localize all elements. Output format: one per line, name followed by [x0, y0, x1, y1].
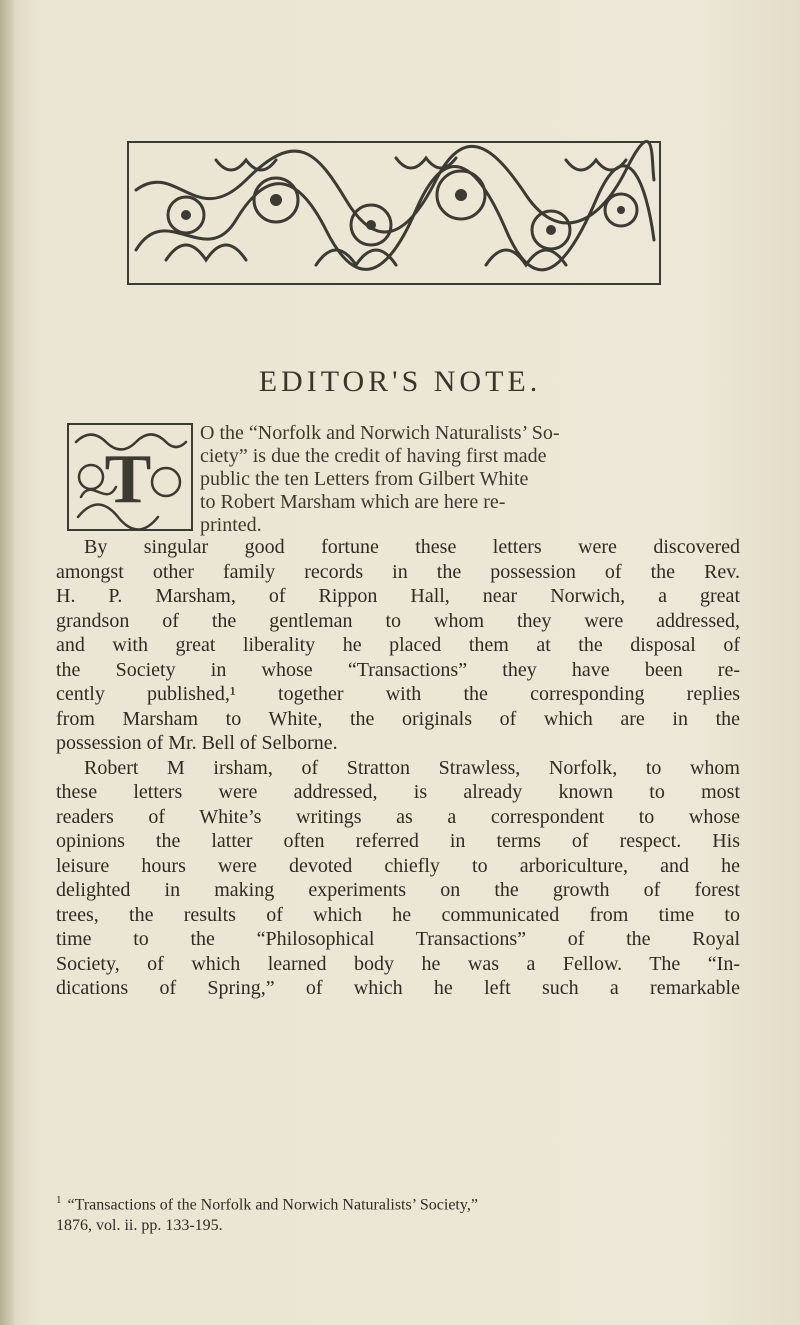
floral-scroll-headpiece-icon [126, 140, 662, 286]
body-text [56, 535, 740, 1001]
page-binding-edge [0, 0, 14, 1325]
footnote [56, 1190, 740, 1236]
text-line: readers of White’s writings as a correspondent to whose [56, 805, 740, 828]
footnote-mark: 1 [56, 1194, 62, 1206]
text-line: H. P. Marsham, of Rippon Hall, near Norwich, a great [56, 585, 740, 607]
text-line: grandson of the gentleman to whom they were addressed, [56, 609, 740, 632]
footnote-line: 1876, vol. ii. pp. 133-195. [56, 1217, 223, 1235]
text-line: and with great liberality he placed them at the disposal of [56, 634, 740, 656]
text-line: ciety” is due the credit of having first made [200, 445, 547, 467]
text-line: leisure hours were devoted chiefly to arboriculture, and he [56, 854, 740, 877]
opening-paragraph [200, 422, 740, 537]
text-line: time to the “Philosophical Transactions” of the Royal [56, 928, 740, 950]
text-line: amongst other family records in the possession of the Rev. [56, 560, 740, 583]
text-line: printed. [200, 514, 262, 536]
text-line: delighted in making experiments on the growth of forest [56, 879, 740, 901]
svg-text:T: T [104, 441, 152, 518]
text-line: public the ten Letters from Gilbert White [200, 468, 529, 490]
text-line: opinions the latter often referred in terms of respect. His [56, 830, 740, 852]
text-line: Society, of which learned body he was a Fellow. The “In- [56, 952, 740, 975]
text-line: from Marsham to White, the originals of which are in the [56, 707, 740, 730]
text-line: trees, the results of which he communicated from time to [56, 903, 740, 926]
text-line: dications of Spring,” of which he left such a remarkable [56, 977, 740, 999]
text-line: Robert M irsham, of Stratton Strawless, Norfolk, to whom [84, 756, 740, 779]
text-line: these letters were addressed, is already known to most [56, 781, 740, 803]
footnote-line [56, 1190, 740, 1215]
text-line: cently published,¹ together with the corresponding replies [56, 683, 740, 705]
text-line: possession of Mr. Bell of Selborne. [56, 732, 338, 754]
page-title: EDITOR'S NOTE. [258, 365, 542, 398]
text-line: By singular good fortune these letters were discovered [84, 536, 740, 558]
text-line: O the “Norfolk and Norwich Naturalists’ So- [200, 422, 560, 444]
decorated-initial-icon [66, 422, 194, 532]
text-line: the Society in whose “Transactions” they have been re- [56, 658, 740, 681]
text-line: to Robert Marsham which are here re- [200, 491, 506, 513]
footnote-text: “Transactions of the Norfolk and Norwich Naturalists’ Society,” [67, 1196, 478, 1214]
